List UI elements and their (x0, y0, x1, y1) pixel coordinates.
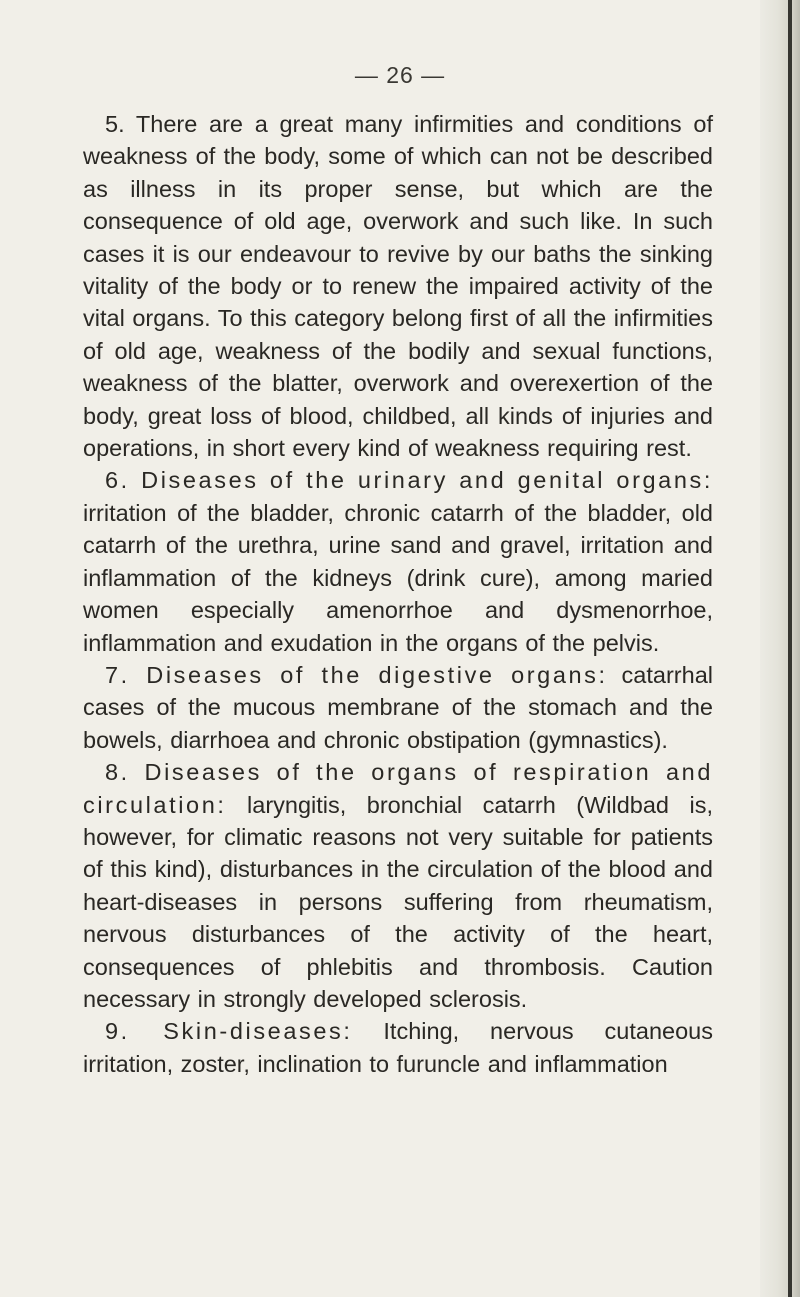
paragraph-7-text: catarrhal cases of the mucous membrane of the stomach and the bowels, diarrhoea and chronic obstipation (gymnastics). (83, 661, 713, 753)
binding-shadow-line (788, 0, 792, 1297)
paragraph-9-text: Itching, nervous cutaneous irritation, zoster, inclination to furuncle and inflammation (83, 1018, 713, 1077)
paragraph-5-text: 5. There are a great many infirmities and conditions of weakness of the body, some of which can not be described as illness in its proper sense, but which are the consequence of old age, overwork and such like. In such cases it is our endeavour to revive by our baths the sinking vitality of the body or to renew the impaired activity of the vital organs. To this category belong first of all the infirmities of old age, weakness of the bodily and sexual functions, weakness of the blatter, overwork and overexertion of the body, great loss of blood, childbed, all kinds of injuries and operations, in short every kind of weakness requiring rest. (83, 111, 713, 462)
paragraph-6-text: irritation of the bladder, chronic catarrh of the bladder, old catarrh of the urethra, urine sand and gravel, irritation and inflammation of the kidneys (drink cure), among maried women especially amenorrhoe and dysmenorrhoe, inflammation and exudation in the organs of the pelvis. (83, 499, 713, 656)
page-number: — 26 — (354, 62, 446, 88)
paragraph-5 (83, 108, 713, 464)
paragraph-8-heading: 8. Diseases of the organs of respiration and circulation: (83, 759, 713, 818)
paragraph-8 (83, 756, 713, 1015)
paragraph-9 (83, 1015, 713, 1080)
paragraph-8-text: laryngitis, bronchial catarrh (Wildbad is, however, for climatic reasons not very suitable for patients of this kind), disturbances in the circulation of the blood and heart-diseases in persons suffering from rheumatism, nervous disturbances of the activity of the heart, consequences of phlebitis and thrombosis. Caution necessary in strongly developed sclerosis. (83, 791, 713, 1012)
paragraph-7-heading: 7. Diseases of the digestive organs: (105, 661, 608, 688)
paragraph-6 (83, 464, 713, 658)
paragraph-6-heading: 6. Diseases of the urinary and genital organs: (105, 467, 713, 494)
paragraph-9-heading: 9. Skin-diseases: (105, 1018, 353, 1045)
page-edge-shading (760, 0, 800, 1297)
paragraph-7 (83, 659, 713, 756)
page-body (83, 108, 713, 1080)
